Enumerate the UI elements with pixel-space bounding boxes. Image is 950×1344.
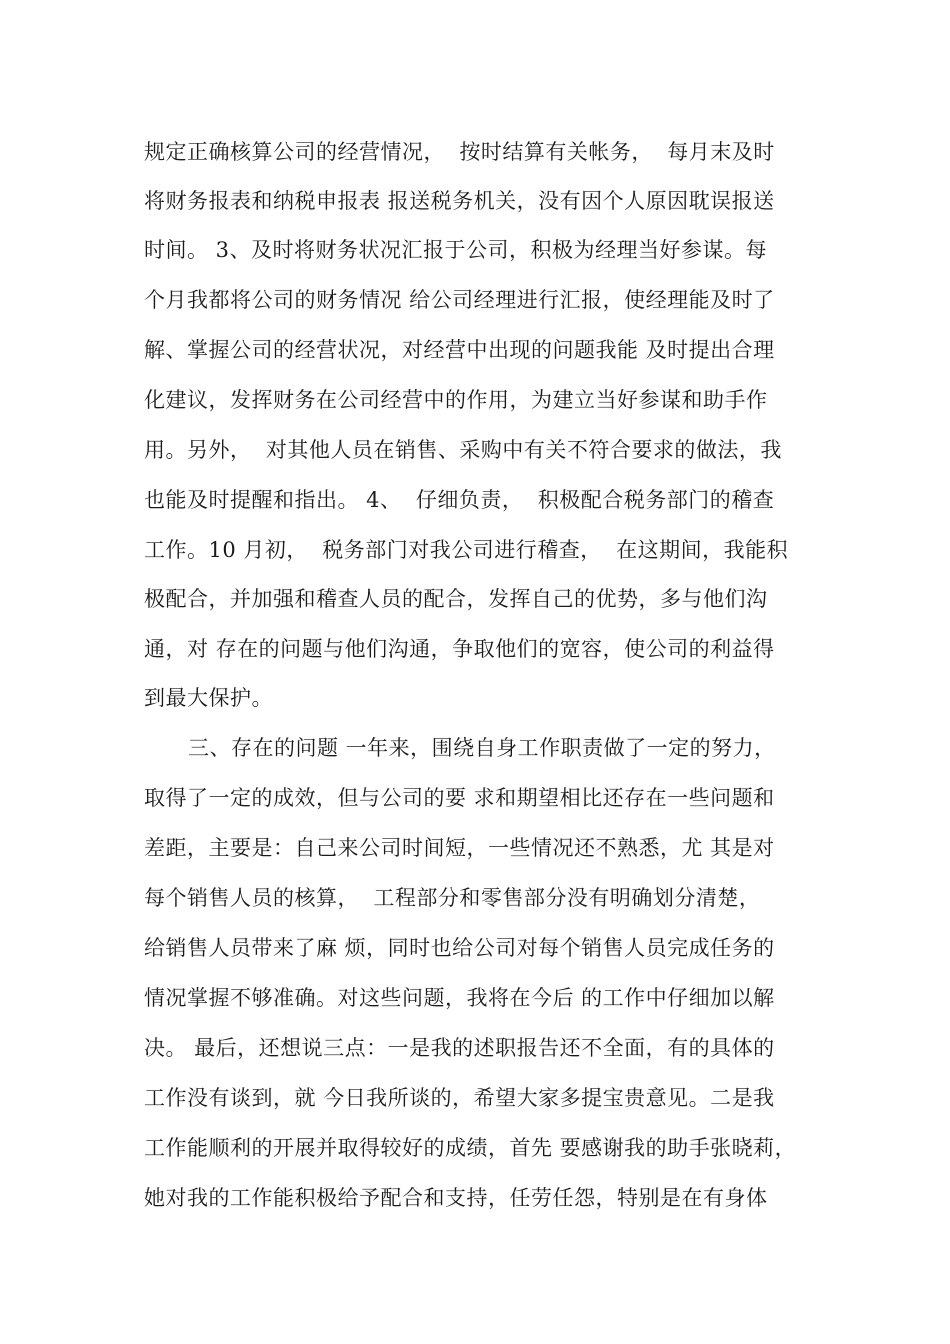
paragraph-line: 个月我都将公司的财务情况 给公司经理进行汇报，使经理能及时了 xyxy=(144,288,775,312)
paragraph-line: 决。 最后，还想说三点：一是我的述职报告还不全面，有的具体的 xyxy=(144,1036,775,1060)
paragraph-line: 也能及时提醒和指出。 4、 仔细负责， 积极配合税务部门的稽查 xyxy=(144,488,775,512)
paragraph-line: 用。另外， 对其他人员在销售、采购中有关不符合要求的做法，我 xyxy=(144,438,782,462)
paragraph-line: 将财务报表和纳税申报表 报送税务机关，没有因个人原因耽误报送 xyxy=(144,189,775,213)
paragraph-line: 解、掌握公司的经营状况，对经营中出现的问题我能 及时提出合理 xyxy=(144,338,775,362)
paragraph-line: 时间。 3、及时将财务状况汇报于公司，积极为经理当好参谋。每 xyxy=(144,238,768,262)
paragraph-line: 取得了一定的成效，但与公司的要 求和期望相比还存在一些问题和 xyxy=(144,786,775,810)
paragraph-line: 她对我的工作能积极给予配合和支持，任劳任怨，特别是在有身体 xyxy=(144,1186,768,1210)
paragraph-line: 极配合，并加强和稽查人员的配合，发挥自己的优势，多与他们沟 xyxy=(144,587,768,611)
paragraph-line: 工作能顺利的开展并取得较好的成绩，首先 要感谢我的助手张晓莉， xyxy=(144,1136,797,1160)
paragraph-line: 通，对 存在的问题与他们沟通，争取他们的宽容，使公司的利益得 xyxy=(144,637,775,661)
paragraph-line: 工作。10 月初， 税务部门对我公司进行稽查， 在这期间，我能积 xyxy=(144,538,789,562)
paragraph-line: 化建议，发挥财务在公司经营中的作用，为建立当好参谋和助手作 xyxy=(144,388,768,412)
paragraph-line: 给销售人员带来了麻 烦，同时也给公司对每个销售人员完成任务的 xyxy=(144,936,775,960)
paragraph-line: 工作没有谈到，就 今日我所谈的，希望大家多提宝贵意见。二是我 xyxy=(144,1086,775,1110)
paragraph-heading-line: 三、存在的问题 一年来，围绕自身工作职责做了一定的努力， xyxy=(188,736,776,760)
paragraph-line: 到最大保护。 xyxy=(144,686,273,710)
paragraph-line: 情况掌握不够准确。对这些问题，我将在今后 的工作中仔细加以解 xyxy=(144,986,775,1010)
paragraph-line: 规定正确核算公司的经营情况， 按时结算有关帐务， 每月末及时 xyxy=(144,140,775,164)
paragraph-line: 差距，主要是：自己来公司时间短，一些情况还不熟悉，尤 其是对 xyxy=(144,836,775,860)
paragraph-line: 每个销售人员的核算， 工程部分和零售部分没有明确划分清楚， xyxy=(144,886,761,910)
